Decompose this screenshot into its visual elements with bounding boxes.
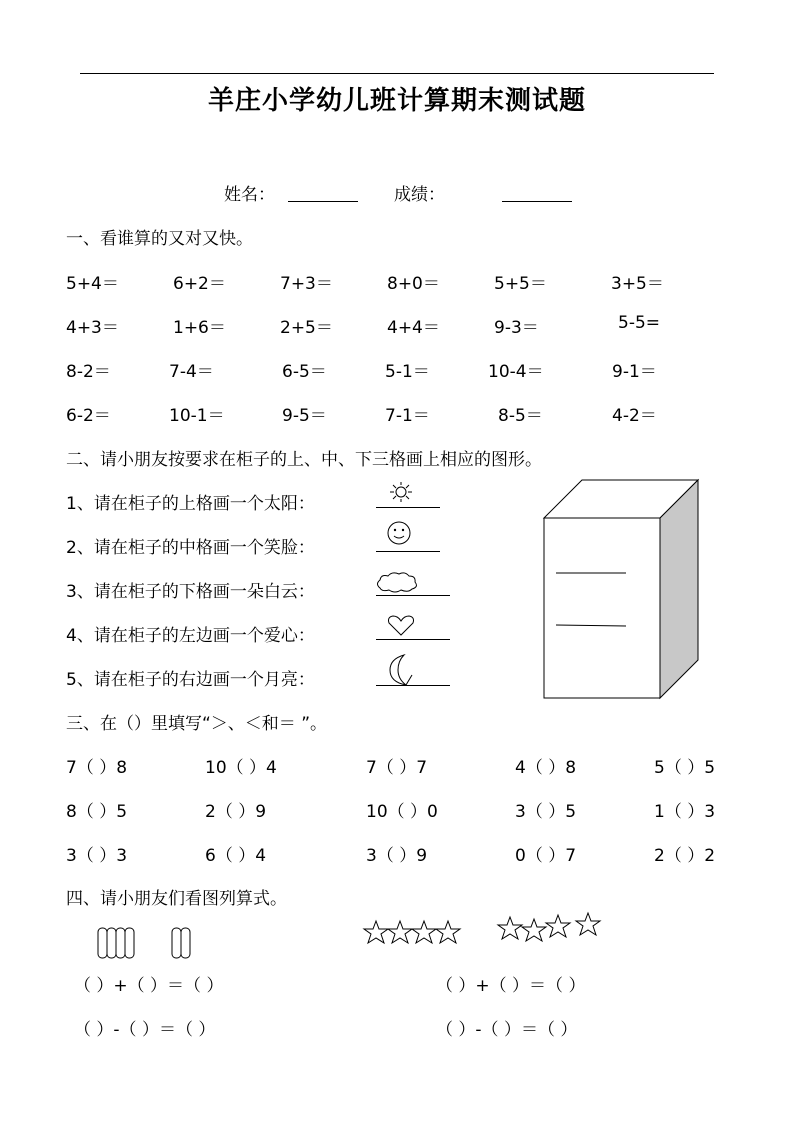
- top-rule: [80, 73, 714, 74]
- comparison: 2（ ）9: [205, 802, 267, 822]
- answer-line: [376, 507, 440, 508]
- moon-icon: [386, 653, 416, 687]
- equation: 8-5＝: [498, 406, 543, 426]
- equation: 7-1＝: [385, 406, 430, 426]
- score-field[interactable]: [502, 201, 572, 202]
- section4-heading: 四、请小朋友们看图列算式。: [66, 889, 287, 909]
- equation: 6-5＝: [282, 362, 327, 382]
- answer-line: [376, 551, 440, 552]
- equation: 5-5=: [618, 313, 661, 333]
- equation: 6-2＝: [66, 406, 111, 426]
- equation: 9-1＝: [612, 362, 657, 382]
- comparison: 1（ ）3: [654, 802, 716, 822]
- cloud-icon: [374, 570, 420, 596]
- equation: 1+6＝: [173, 318, 226, 338]
- section3-heading: 三、在（）里填写“＞、＜和＝ ”。: [66, 714, 328, 734]
- comparison: 7（ ）7: [366, 758, 428, 778]
- sticks-illustration: [96, 924, 206, 960]
- equation-right-plus: （ ）+（ ）＝（ ）: [436, 976, 586, 996]
- equation: 8-2＝: [66, 362, 111, 382]
- score-label: 成绩：: [394, 185, 445, 205]
- equation: 5+5＝: [494, 274, 547, 294]
- equation: 3+5＝: [611, 274, 664, 294]
- stars-illustration: [364, 912, 604, 948]
- equation: 9-3＝: [494, 318, 539, 338]
- equation: 6+2＝: [173, 274, 226, 294]
- equation: 7+3＝: [280, 274, 333, 294]
- comparison: 8（ ）5: [66, 802, 128, 822]
- equation: 7-4＝: [169, 362, 214, 382]
- comparison: 4（ ）8: [515, 758, 577, 778]
- comparison: 2（ ）2: [654, 846, 716, 866]
- heart-icon: [385, 614, 417, 638]
- section1-heading: 一、看谁算的又对又快。: [66, 229, 253, 249]
- instruction-1: 1、请在柜子的上格画一个太阳：: [66, 494, 315, 514]
- equation: 5+4＝: [66, 274, 119, 294]
- equation: 10-4＝: [488, 362, 544, 382]
- comparison: 6（ ）4: [205, 846, 267, 866]
- name-field[interactable]: [288, 201, 358, 202]
- cabinet-illustration: [540, 476, 702, 702]
- comparison: 10（ ）4: [205, 758, 277, 778]
- section2-heading: 二、请小朋友按要求在柜子的上、中、下三格画上相应的图形。: [66, 450, 542, 470]
- equation: 10-1＝: [169, 406, 225, 426]
- equation: 5-1＝: [385, 362, 430, 382]
- instruction-2: 2、请在柜子的中格画一个笑脸：: [66, 538, 315, 558]
- answer-line: [376, 639, 450, 640]
- equation: 4+3＝: [66, 318, 119, 338]
- name-label: 姓名：: [224, 185, 275, 205]
- comparison: 10（ ）0: [366, 802, 438, 822]
- comparison: 7（ ）8: [66, 758, 128, 778]
- sun-icon: [386, 480, 416, 504]
- comparison: 3（ ）3: [66, 846, 128, 866]
- smiley-icon: [386, 520, 412, 546]
- equation: 4-2＝: [612, 406, 657, 426]
- page-title: 羊庄小学幼儿班计算期末测试题: [207, 86, 586, 116]
- equation: 4+4＝: [387, 318, 440, 338]
- comparison: 3（ ）9: [366, 846, 428, 866]
- equation: 2+5＝: [280, 318, 333, 338]
- equation-left-plus: （ ）+（ ）＝（ ）: [74, 976, 224, 996]
- instruction-3: 3、请在柜子的下格画一朵白云：: [66, 582, 315, 602]
- comparison: 3（ ）5: [515, 802, 577, 822]
- instruction-5: 5、请在柜子的右边画一个月亮：: [66, 670, 315, 690]
- equation-left-minus: （ ）-（ ）＝（ ）: [74, 1020, 216, 1040]
- instruction-4: 4、请在柜子的左边画一个爱心：: [66, 626, 315, 646]
- equation: 9-5＝: [282, 406, 327, 426]
- comparison: 5（ ）5: [654, 758, 716, 778]
- equation: 8+0＝: [387, 274, 440, 294]
- comparison: 0（ ）7: [515, 846, 577, 866]
- equation-right-minus: （ ）-（ ）＝（ ）: [436, 1020, 578, 1040]
